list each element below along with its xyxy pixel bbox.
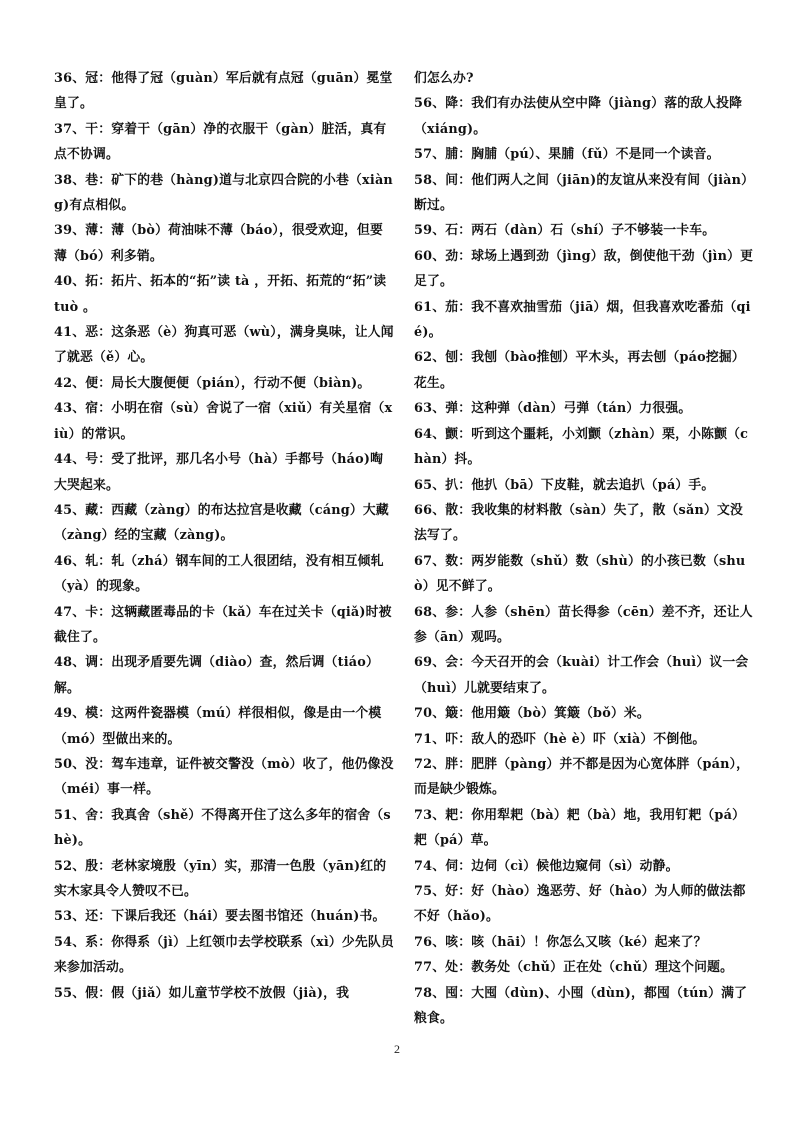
entry-49: 49、模：这两件瓷器模（mú）样很相似，像是由一个模（mó）型做出来的。 <box>54 706 382 747</box>
entry-58: 58、间：他们两人之间（jiān)的友谊从来没有间（jiàn）断过。 <box>414 172 748 214</box>
entry-73: 73、耙：你用犁耙（bà）耙（bà）地，我用钉耙（pá）耙（pá）草。 <box>414 807 746 849</box>
entry-57: 57、脯：胸脯（pú）、果脯（fǔ）不是同一个读音。 <box>414 147 720 163</box>
entry-53: 53、还：下课后我还（hái）要去图书馆还（huán)书。 <box>54 909 386 925</box>
entry-48: 48、调：出现矛盾要先调（diào）查，然后调（tiáo）解。 <box>54 655 379 696</box>
entry-61: 61、茄：我不喜欢抽雪茄（jiā）烟，但我喜欢吃番茄（qié)。 <box>414 299 751 341</box>
entry-60: 60、劲：球场上遇到劲（jìng）敌，倒使他干劲（jìn）更足了。 <box>414 248 754 290</box>
entry-78: 78、囤：大囤（dùn)、小囤（dùn)，都囤（tún）满了粮食。 <box>414 985 748 1027</box>
entry-52: 52、殷：老林家境殷（yīn）实，那清一色殷（yān)红的实木家具令人赞叹不已。 <box>54 858 387 899</box>
left-column <box>54 66 394 1006</box>
entry-55: 55、假：假（jiǎ）如儿童节学校不放假（jià)，我 <box>54 985 350 1001</box>
entry-63: 63、弹：这种弹（dàn）弓弹（tán）力很强。 <box>414 401 692 417</box>
entry-43: 43、宿：小明在宿（sù）舍说了一宿（xiǔ）有关星宿（xiù）的常识。 <box>54 401 393 442</box>
entry-70: 70、簸：他用簸（bò）箕簸（bǒ）米。 <box>414 706 650 722</box>
entry-36: 36、冠：他得了冠（guàn）军后就有点冠（guān）冕堂皇了。 <box>54 71 393 112</box>
entry-55-continued: 们怎么办? <box>414 71 474 86</box>
entry-38: 38、巷：矿下的巷（hàng)道与北京四合院的小巷（xiàng)有点相似。 <box>54 172 393 214</box>
entry-51: 51、舍：我真舍（shě）不得离开住了这么多年的宿舍（shè)。 <box>54 807 391 849</box>
entry-77: 77、处：教务处（chǔ）正在处（chǔ）理这个问题。 <box>414 960 734 976</box>
entry-66: 66、散：我收集的材料散（sàn）失了，散（sǎn）文没法写了。 <box>414 502 743 544</box>
entry-65: 65、扒：他扒（bā）下皮鞋，就去追扒（pá）手。 <box>414 477 715 493</box>
entry-68: 68、参：人参（shēn）苗长得参（cēn）差不齐，还让人参（ān）观吗。 <box>414 604 753 645</box>
entry-56: 56、降：我们有办法使从空中降（jiàng）落的敌人投降（xiáng)。 <box>414 96 743 137</box>
entry-64: 64、颤：听到这个噩耗，小刘颤（zhàn）栗，小陈颤（chàn）抖。 <box>414 426 749 468</box>
entry-75: 75、好：好（hào）逸恶劳、好（hào）为人师的做法都不好（hǎo)。 <box>414 884 746 925</box>
right-column <box>414 66 754 1031</box>
entry-47: 47、卡：这辆藏匿毒品的卡（kǎ）车在过关卡（qiǎ)时被截住了。 <box>54 604 392 645</box>
entry-69: 69、会：今天召开的会（kuài）计工作会（huì）议一会（huì）儿就要结束了。 <box>414 655 749 696</box>
page-number: 2 <box>394 1042 400 1056</box>
entry-37: 37、干：穿着干（gān）净的衣服干（gàn）脏活，真有点不协调。 <box>54 121 387 163</box>
entry-54: 54、系：你得系（jì）上红领巾去学校联系（xì）少先队员来参加活动。 <box>54 934 394 976</box>
entry-74: 74、伺：边伺（cì）候他边窥伺（sì）动静。 <box>414 858 679 874</box>
entry-46: 46、轧：轧（zhá）钢车间的工人很团结，没有相互倾轧（yà）的现象。 <box>54 553 384 595</box>
entry-71: 71、吓：敌人的恐吓（hè è）吓（xià）不倒他。 <box>414 731 706 747</box>
entry-39: 39、薄：薄（bò）荷油味不薄（báo），很受欢迎，但要薄（bó）利多销。 <box>54 223 384 264</box>
entry-40: 40、拓：拓片、拓本的“拓”读 tà ，开拓、拓荒的“拓”读 tuò 。 <box>54 274 387 315</box>
entry-67: 67、数：两岁能数（shǔ）数（shù）的小孩已数（shuò）见不鲜了。 <box>414 553 746 595</box>
entry-44: 44、号：受了批评，那几名小号（hà）手都号（háo)啕大哭起来。 <box>54 452 384 493</box>
entry-59: 59、石：两石（dàn）石（shí）子不够装一卡车。 <box>414 223 716 239</box>
entry-72: 72、胖：肥胖（pàng）并不都是因为心宽体胖（pán），而是缺少锻炼。 <box>414 756 750 798</box>
entry-42: 42、便：局长大腹便便（pián），行动不便（biàn)。 <box>54 375 371 391</box>
entry-41: 41、恶：这条恶（è）狗真可恶（wù），满身臭味，让人闻了就恶（ě）心。 <box>54 325 394 366</box>
entry-76: 76、咳：咳（hāi）！你怎么又咳（ké）起来了？ <box>414 934 707 950</box>
entry-45: 45、藏：西藏（zàng）的布达拉宫是收藏（cáng）大藏（zàng）经的宝藏（zàng)。 <box>54 502 389 544</box>
entry-62: 62、刨：我刨（bào推刨）平木头，再去刨（páo挖掘）花生。 <box>414 350 745 391</box>
entry-50: 50、没：驾车违章，证件被交警没（mò）收了，他仍像没（méi）事一样。 <box>54 756 394 798</box>
